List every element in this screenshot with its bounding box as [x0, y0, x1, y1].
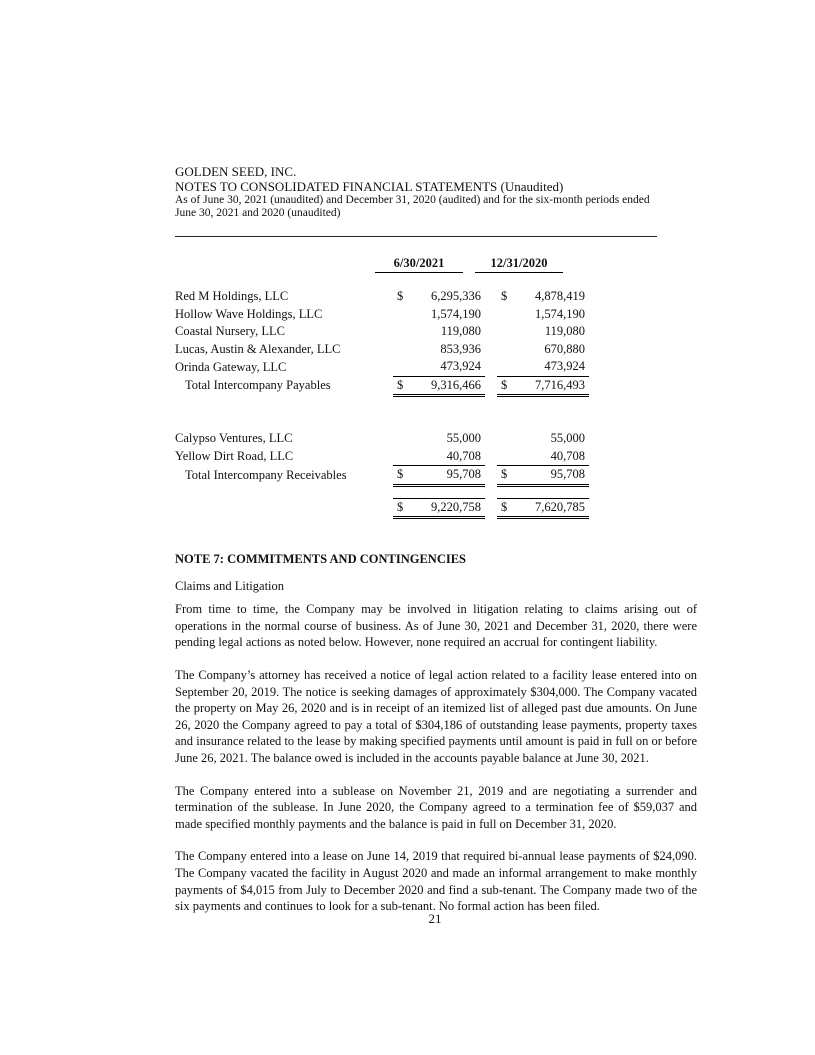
spacer [485, 306, 497, 324]
currency-symbol [393, 358, 411, 376]
currency-symbol: $ [397, 289, 404, 304]
table-row [175, 288, 589, 306]
spacer [485, 448, 497, 466]
value-12-31-2020: 95,708 [515, 466, 589, 486]
currency-symbol [497, 306, 515, 324]
note-7 [175, 551, 697, 931]
spacer [385, 358, 393, 376]
currency-symbol [497, 323, 515, 341]
value-12-31-2020: 7,716,493 [515, 376, 589, 396]
paragraph: From time to time, the Company may be involved in litigation relating to claims arising out of operations in the normal course of business. As of June 30, 2021 and December 31, 2020, there were pending legal actions as noted below. However, none required an accrual for contingent liability. [175, 602, 697, 650]
table-row [175, 498, 589, 518]
value-6-30-2021: 55,000 [446, 431, 481, 446]
value-6-30-2021: 9,220,758 [411, 498, 485, 518]
currency-symbol: $ [501, 289, 508, 304]
value-12-31-2020: 473,924 [544, 359, 585, 374]
currency-symbol [393, 306, 411, 324]
currency-symbol: $ [393, 466, 411, 486]
paragraph: The Company entered into a lease on June 14, 2019 that required bi-annual lease payments of $24,090. The Company vacated the facility in August 2020 and made an informal arrangement to make monthly payments of $4,015 from July to December 2020 and find a sub-tenant. The Company made two of the six payments and continues to look for a sub-tenant. No formal action has been filed. [175, 849, 697, 914]
value-6-30-2021: 40,708 [446, 448, 481, 463]
value-6-30-2021: 95,708 [411, 466, 485, 486]
currency-symbol [393, 448, 411, 466]
row-label: Lucas, Austin & Alexander, LLC [175, 341, 341, 356]
spacer [385, 288, 393, 306]
spacer [385, 323, 393, 341]
spacer [485, 498, 497, 518]
note-subheading: Claims and Litigation [175, 578, 285, 593]
spacer [485, 466, 497, 486]
currency-symbol [393, 430, 411, 448]
row-label: Calypso Ventures, LLC [175, 431, 293, 446]
table-row [175, 358, 589, 376]
currency-symbol [497, 448, 515, 466]
row-label: Red M Holdings, LLC [175, 289, 289, 304]
spacer [385, 498, 393, 518]
value-12-31-2020: 7,620,785 [515, 498, 589, 518]
spacer [485, 288, 497, 306]
document-title: NOTES TO CONSOLIDATED FINANCIAL STATEMENTS (Unaudited) [175, 179, 564, 194]
header-rule [175, 236, 657, 237]
value-6-30-2021: 853,936 [440, 341, 481, 356]
value-12-31-2020: 4,878,419 [535, 289, 585, 304]
value-6-30-2021: 6,295,336 [431, 289, 481, 304]
spacer [385, 341, 393, 359]
currency-symbol [497, 358, 515, 376]
value-6-30-2021: 1,574,190 [431, 306, 481, 321]
spacer [485, 358, 497, 376]
currency-symbol [393, 323, 411, 341]
currency-symbol [497, 430, 515, 448]
subtitle-line-2: June 30, 2021 and 2020 (unaudited) [175, 207, 341, 219]
currency-symbol: $ [497, 466, 515, 486]
currency-symbol [497, 341, 515, 359]
row-label: Total Intercompany Payables [185, 378, 331, 393]
paragraph: The Company’s attorney has received a notice of legal action related to a facility lease entered into on September 20, 2019. The notice is seeking damages of approximately $304,000. The Company vacated the property on May 26, 2020 and is in receipt of an itemized list of alleged past due amounts. On June 26, 2020 the Company agreed to pay a total of $304,186 of outstanding lease payments, property taxes and insurance related to the lease by making specified payments until amount is paid in full on or before June 26, 2021. The balance owed is included in the accounts payable balance at June 30, 2021. [175, 667, 697, 765]
table-row [175, 466, 589, 486]
page-header [175, 164, 650, 220]
spacer [485, 341, 497, 359]
row-label [175, 498, 385, 518]
column-header: 12/31/2020 [475, 256, 563, 273]
value-12-31-2020: 55,000 [550, 431, 585, 446]
currency-symbol: $ [393, 498, 411, 518]
table-row [175, 448, 589, 466]
spacer [385, 448, 393, 466]
column-headers [375, 256, 563, 273]
table-row [175, 376, 589, 396]
table-row [175, 430, 589, 448]
subtitle-line-1: As of June 30, 2021 (unaudited) and December 31, 2020 (audited) and for the six-month periods ended [175, 194, 650, 206]
currency-symbol: $ [497, 376, 515, 396]
spacer [385, 466, 393, 486]
spacer [485, 376, 497, 396]
spacer [485, 323, 497, 341]
row-label: Hollow Wave Holdings, LLC [175, 306, 323, 321]
column-header: 6/30/2021 [375, 256, 463, 273]
spacer [385, 306, 393, 324]
row-label: Yellow Dirt Road, LLC [175, 449, 294, 463]
receivables-table [175, 430, 589, 519]
row-label: Coastal Nursery, LLC [175, 324, 285, 339]
paragraph: The Company entered into a sublease on November 21, 2019 and are negotiating a surrender and termination of the sublease. In June 2020, the Company agreed to a termination fee of $59,037 and made specified monthly payments and the balance is paid in full on December 31, 2020. [175, 783, 697, 831]
currency-symbol [393, 341, 411, 359]
spacer [385, 376, 393, 396]
value-12-31-2020: 670,880 [544, 341, 585, 356]
value-12-31-2020: 40,708 [550, 448, 585, 463]
table-row [175, 341, 589, 359]
spacer [385, 430, 393, 448]
value-12-31-2020: 119,080 [544, 324, 585, 339]
row-label: Orinda Gateway, LLC [175, 359, 287, 374]
company-name: GOLDEN SEED, INC. [175, 164, 297, 179]
currency-symbol: $ [393, 376, 411, 396]
value-12-31-2020: 1,574,190 [535, 306, 585, 321]
note-heading: NOTE 7: COMMITMENTS AND CONTINGENCIES [175, 552, 467, 566]
payables-table [175, 288, 589, 397]
row-label: Total Intercompany Receivables [185, 467, 347, 482]
table-row [175, 323, 589, 341]
currency-symbol: $ [497, 498, 515, 518]
value-6-30-2021: 473,924 [440, 359, 481, 374]
page-number: 21 [428, 911, 442, 926]
value-6-30-2021: 119,080 [440, 324, 481, 339]
spacer [485, 430, 497, 448]
value-6-30-2021: 9,316,466 [411, 376, 485, 396]
table-row [175, 306, 589, 324]
